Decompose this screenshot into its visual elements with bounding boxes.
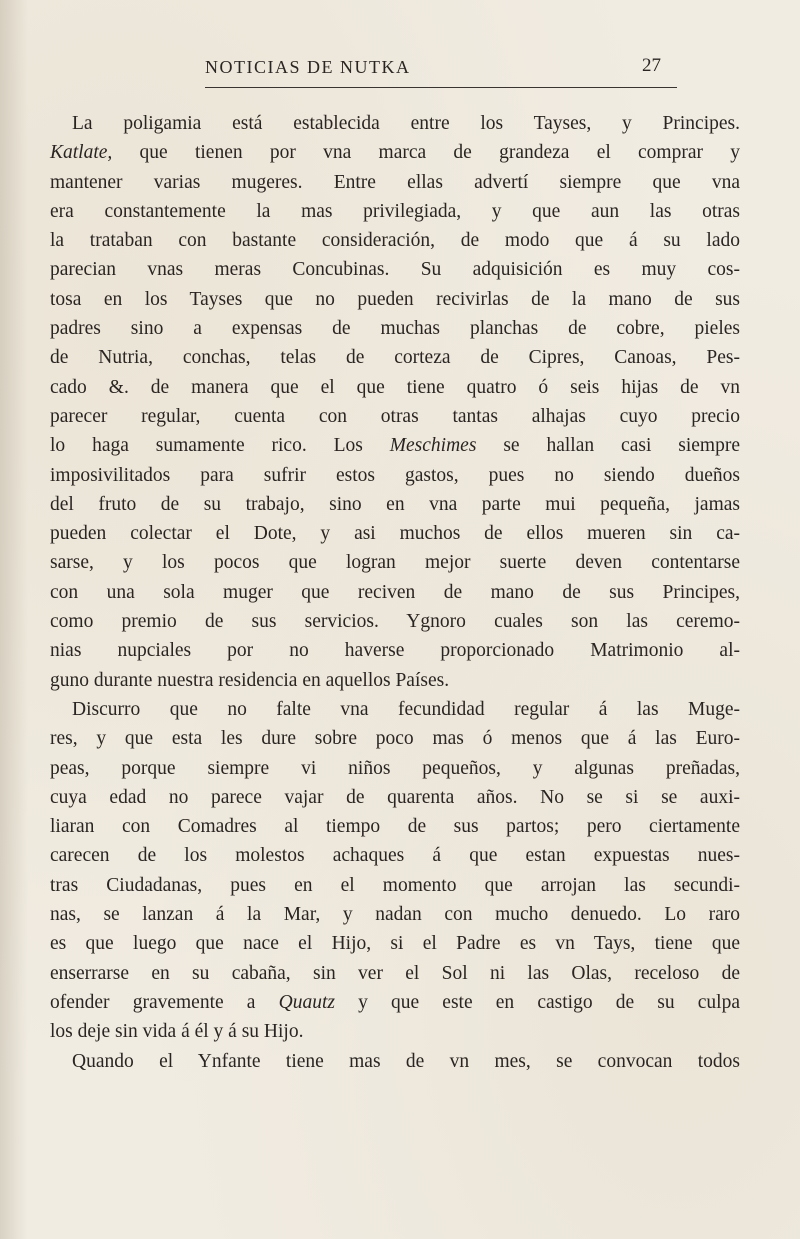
text-line: cado &. de manera que el que tiene quatro ó seis hijas de vn (50, 376, 740, 398)
text-line: Discurro que no falte vna fecundidad regular á las Muge- (72, 698, 740, 720)
text-line: nias nupciales por no haverse proporcionado Matrimonio al- (50, 640, 740, 662)
text-line: era constantemente la mas privilegiada, y que aun las otras (50, 200, 740, 222)
text-line: guno durante nuestra residencia en aquellos Países. (50, 669, 450, 691)
text-line: de Nutria, conchas, telas de corteza de Cipres, Canoas, Pes- (50, 347, 740, 369)
text-line: nas, se lanzan á la Mar, y nadan con mucho denuedo. Lo raro (50, 904, 740, 926)
text-line: del fruto de su trabajo, sino en vna parte mui pequeña, jamas (50, 493, 740, 515)
italic-term: Meschimes (389, 435, 477, 457)
text-line: lo haga sumamente rico. Los Meschimes se hallan casi siempre (50, 435, 740, 457)
text-line: padres sino a expensas de muchas planchas de cobre, pieles (50, 318, 740, 340)
text-line: tras Ciudadanas, pues en el momento que arrojan las secundi- (50, 874, 740, 896)
text-line: mantener varias mugeres. Entre ellas advertí siempre que vna (50, 171, 740, 193)
text-line: ofender gravemente a Quautz y que este en castigo de su culpa (50, 991, 740, 1013)
text-line: tosa en los Tayses que no pueden recivirlas de la mano de sus (50, 288, 740, 310)
text-line: Katlate, que tienen por vna marca de grandeza el comprar y (50, 142, 740, 164)
text-line: parecian vnas meras Concubinas. Su adquisición es muy cos- (50, 259, 740, 281)
text-line: parecer regular, cuenta con otras tantas alhajas cuyo precio (50, 405, 740, 427)
text-line: imposivilitados para sufrir estos gastos, pues no siendo dueños (50, 464, 740, 486)
text-line: La poligamia está establecida entre los Tayses, y Principes. (72, 113, 740, 134)
text-line: es que luego que nace el Hijo, si el Padre es vn Tays, tiene que (50, 933, 740, 955)
text-line: enserrarse en su cabaña, sin ver el Sol ni las Olas, receloso de (50, 962, 740, 984)
text-line: la trataban con bastante consideración, de modo que á su lado (50, 230, 740, 252)
page-header (0, 55, 800, 91)
header-rule (205, 87, 677, 88)
text-line: pueden colectar el Dote, y asi muchos de ellos mueren sin ca- (50, 523, 740, 545)
text-line: sarse, y los pocos que logran mejor suerte deven contentarse (50, 552, 740, 574)
running-head: NOTICIAS DE NUTKA (205, 57, 411, 77)
italic-term: Katlate, (50, 142, 113, 164)
binding-shadow (0, 0, 28, 1239)
text-line: con una sola muger que reciven de mano de sus Principes, (50, 581, 740, 603)
text-line: peas, porque siempre vi niños pequeños, y algunas preñadas, (50, 757, 740, 779)
italic-term: Quautz (278, 991, 335, 1013)
text-line: cuya edad no parece vajar de quarenta años. No se si se auxi- (50, 786, 740, 808)
text-line: res, y que esta les dure sobre poco mas ó menos que á las Euro- (50, 728, 740, 750)
text-line: los deje sin vida á él y á su Hijo. (50, 1021, 304, 1043)
text-line: como premio de sus servicios. Ygnoro cuales son las ceremo- (50, 611, 740, 633)
page-number: 27 (642, 55, 661, 76)
text-line: carecen de los molestos achaques á que estan expuestas nues- (50, 845, 740, 867)
text-line: liaran con Comadres al tiempo de sus partos; pero ciertamente (50, 816, 740, 838)
text-line: Quando el Ynfante tiene mas de vn mes, se convocan todos (72, 1050, 740, 1072)
body-text (50, 109, 740, 1076)
